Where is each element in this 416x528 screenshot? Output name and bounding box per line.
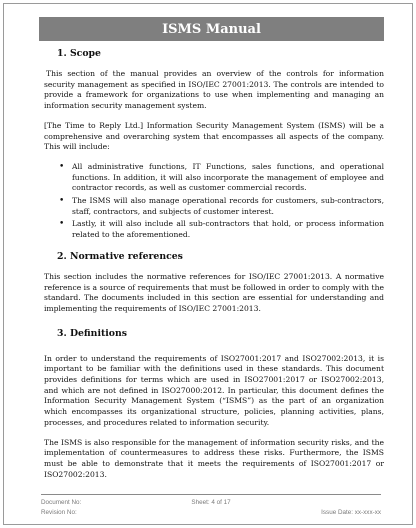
section-heading-normative-references: 2. Normative references (57, 250, 183, 262)
section-heading-definitions: 3. Definitions (57, 327, 127, 339)
revision-number-label: Revision No: (41, 509, 77, 516)
issue-date: Issue Date: xx-xxx-xx (321, 509, 381, 516)
scope-bullet-list (44, 162, 384, 241)
sheet-number: Sheet: 4 of 17 (191, 499, 231, 506)
document-number-label: Document No: (41, 499, 82, 506)
paragraph: The ISMS is also responsible for the management of information security risks, and the implementation of countermeasures to address these risks. Furthermore, the ISMS must be able to demonstrate that it meets the requirements of ISO27001:2017 or ISO27002:2013. (44, 437, 384, 479)
paragraph: This section includes the normative references for ISO/IEC 27001:2013. A normative reference is a source of requirements that must be followed in order to comply with the standard. The documents included in this section are essential for understanding and implementing the requirements of ISO/IEC 27001:2013. (44, 271, 384, 313)
list-item: • Lastly, it will also include all sub-contractors that hold, or process information related to the aforementioned. (72, 219, 384, 240)
paragraph: This section of the manual provides an overview of the controls for information security management as specified in ISO/IEC 27001:2013. The controls are intended to provide a framework for organizations to use when implementing and managing an information security management system. (44, 69, 384, 111)
section-heading-scope: 1. Scope (57, 48, 101, 59)
document-body (44, 48, 384, 489)
page-title: ISMS Manual (39, 17, 384, 41)
document-page (3, 3, 413, 525)
list-item: • All administrative functions, IT Functions, sales functions, and operational functions. In addition, it will also incorporate the management of employee and contractor records, as well as customer commercial records. (72, 162, 384, 194)
list-item: • The ISMS will also manage operational records for customers, sub-contractors, staff, contractors, and subjects of customer interest. (72, 196, 384, 217)
paragraph: In order to understand the requirements of ISO27001:2017 and ISO27002:2013, it is important to be familiar with the definitions used in these standards. This document provides definitions for terms which are used in ISO27001:2017 or ISO27002:2013, and which are not defined in ISO27000:2012. In particular, this document defines the Information Security Management System (“ISMS”) as the part of an organization which encompasses its organizational structure, policies, planning activities, plans, processes, and procedures related to information security. (44, 353, 384, 427)
paragraph: [The Time to Reply Ltd.] Information Security Management System (ISMS) will be a comprehensive and overarching system that encompasses all aspects of the company. This will include: (44, 120, 384, 152)
page-footer (41, 494, 381, 518)
